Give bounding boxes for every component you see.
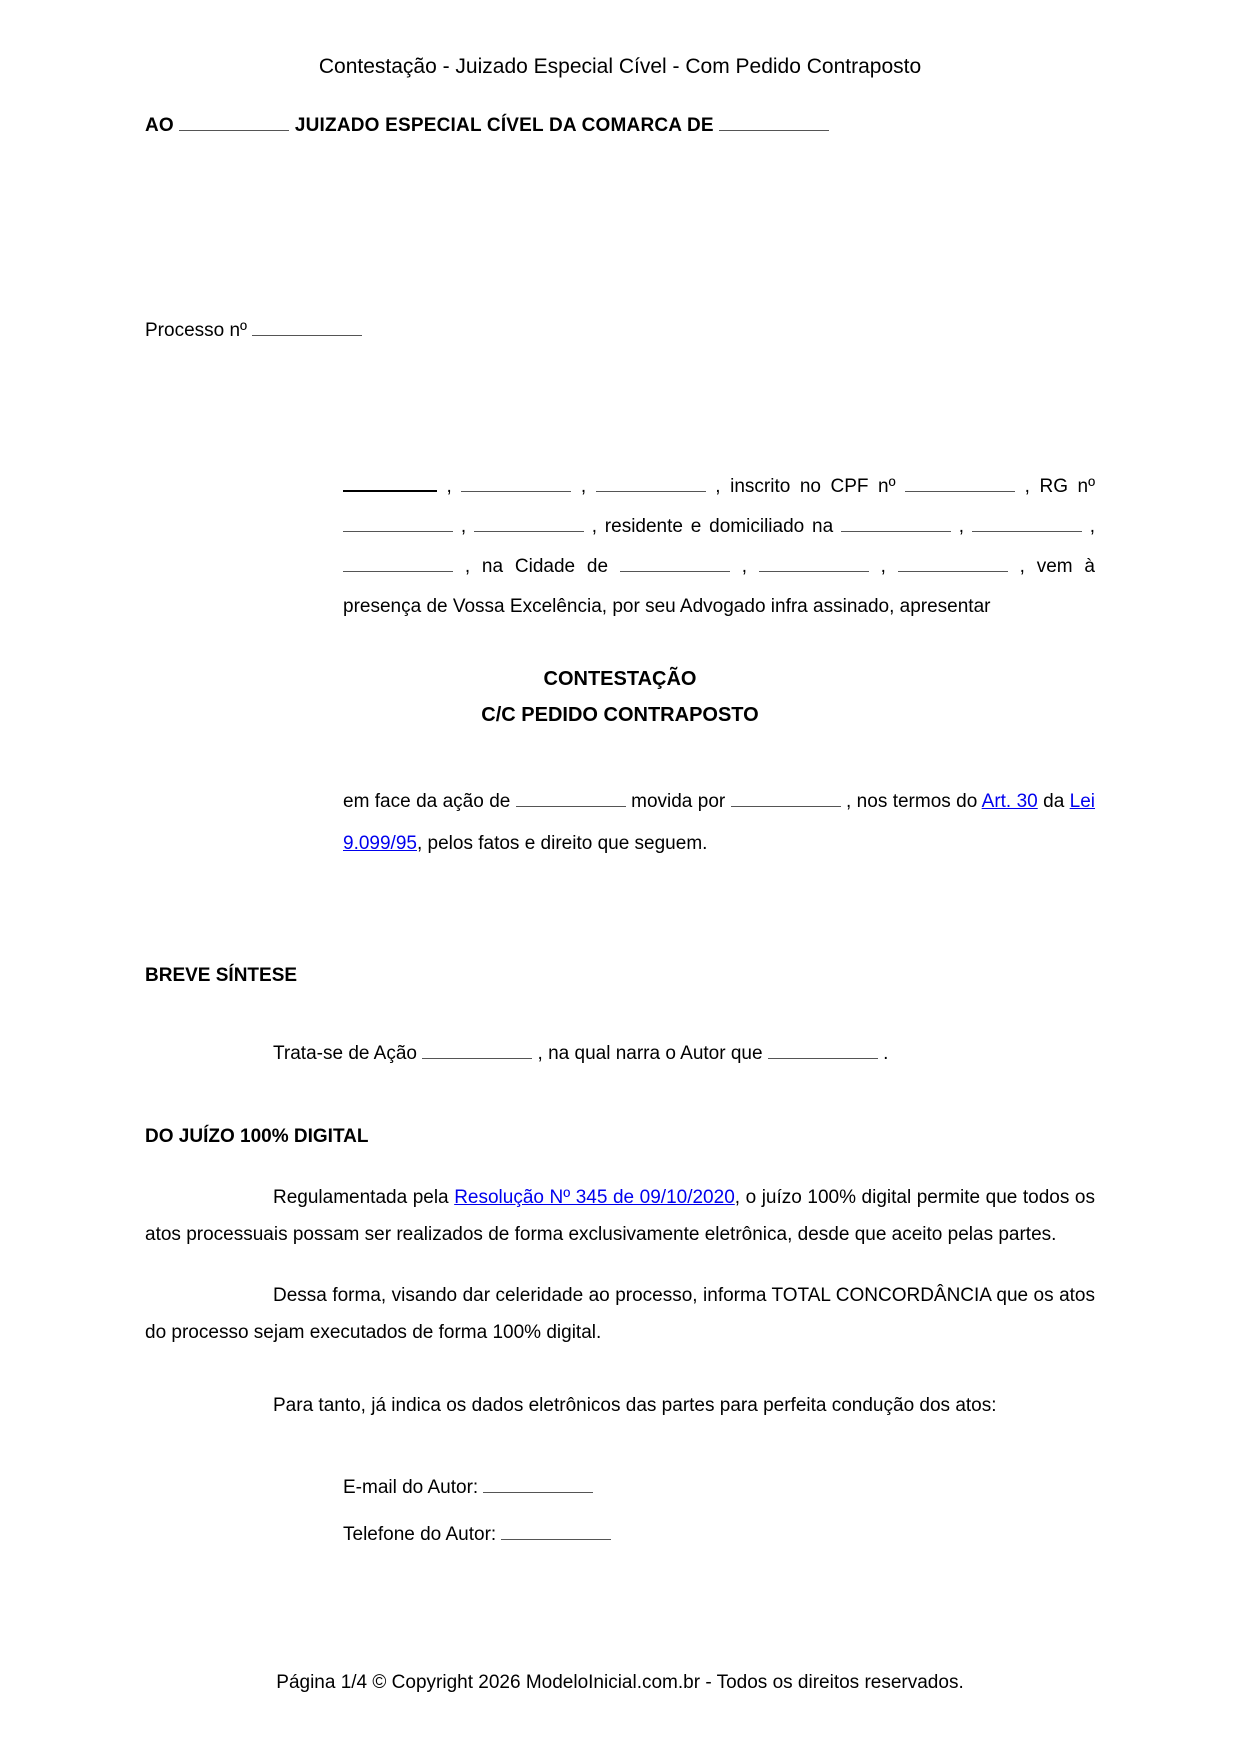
main-heading (145, 661, 1095, 733)
document-title: Contestação - Juizado Especial Cível - Com Pedido Contraposto (318, 55, 922, 78)
regulamentada-paragraph (145, 1179, 1095, 1253)
blank-field (343, 518, 453, 532)
text-run: Processo nº (145, 320, 253, 341)
text-run: Trata-se de Ação (273, 1043, 423, 1064)
blank-field (731, 793, 841, 807)
blank-field (501, 1526, 611, 1540)
text-run: , inscrito no CPF nº (705, 476, 906, 497)
text-run: AO (145, 115, 180, 136)
blank-field (620, 558, 730, 572)
breve-sintese-heading: BREVE SÍNTESE (145, 965, 298, 986)
text-run: , vem à presença de Vossa Excelência, por seu Advogado infra assinado, apresentar (343, 556, 1096, 617)
page-footer: Página 1/4 © Copyright 2026 ModeloInicial.com.br - Todos os direitos reservados. (276, 1672, 964, 1693)
blank-field (719, 117, 829, 131)
addressee-line (145, 112, 1095, 139)
text-run: JUIZADO ESPECIAL CÍVEL DA COMARCA DE (289, 115, 720, 136)
law-reference-link[interactable]: Art. 30 (981, 791, 1038, 812)
text-run: , (729, 556, 759, 577)
para-tanto-paragraph (145, 1387, 1095, 1424)
juizo-digital-heading: DO JUÍZO 100% DIGITAL (145, 1126, 369, 1147)
blank-field (461, 478, 571, 492)
blank-field (841, 518, 951, 532)
author-email-line (343, 1470, 1095, 1505)
blank-field (759, 558, 869, 572)
blank-field (596, 478, 706, 492)
blank-field (474, 518, 584, 532)
text-run: da (1037, 791, 1070, 812)
text-run: movida por (625, 791, 731, 812)
text-run: , (868, 556, 898, 577)
blank-field (898, 558, 1008, 572)
text-run: . (877, 1043, 889, 1064)
text-run: , residente e domiciliado na (583, 516, 841, 537)
document-content (145, 112, 1095, 1552)
law-reference-link[interactable]: Resolução Nº 345 de 09/10/2020 (454, 1187, 735, 1208)
text-run: , (437, 476, 462, 497)
emface-paragraph (343, 781, 1095, 865)
text-run: , (1081, 516, 1095, 537)
process-number-line (145, 317, 1095, 344)
text-run: em face da ação de (343, 791, 516, 812)
blank-field (516, 793, 626, 807)
text-run: , nos termos do (840, 791, 982, 812)
text-run: Regulamentada pela (273, 1187, 455, 1208)
text-run: , o juízo 100% digital permite que todos os atos processuais possam ser realizados de forma exclusivamente eletrônica, desde que aceito pelas partes. (145, 1187, 1095, 1245)
blank-field (343, 477, 437, 492)
blank-field (483, 1479, 593, 1493)
blank-field (768, 1045, 878, 1059)
text-run: Telefone do Autor: (343, 1524, 502, 1545)
text-run: , (571, 476, 596, 497)
blank-field (179, 117, 289, 131)
author-telephone-line (343, 1517, 1095, 1552)
text-run: Para tanto, já indica os dados eletrônicos das partes para perfeita condução dos atos: (273, 1395, 997, 1416)
party-qualification-paragraph (343, 467, 1095, 627)
text-run: , pelos fatos e direito que seguem. (416, 833, 708, 854)
blank-field (972, 518, 1082, 532)
law-reference-link[interactable]: Lei 9.099/95 (343, 791, 1096, 854)
blank-field (252, 322, 362, 336)
blank-field (343, 558, 453, 572)
tratase-paragraph (273, 1029, 1095, 1079)
text-run: E-mail do Autor: (343, 1477, 484, 1498)
text-run: , na qual narra o Autor que (532, 1043, 768, 1064)
blank-field (905, 478, 1015, 492)
text-run: , na Cidade de (453, 556, 620, 577)
text-run: , (453, 516, 474, 537)
dessa-forma-paragraph (145, 1277, 1095, 1351)
main-heading-line1: CONTESTAÇÃO (543, 668, 697, 690)
text-run: , (950, 516, 972, 537)
text-run: , RG nº (1015, 476, 1096, 497)
blank-field (422, 1045, 532, 1059)
main-heading-line2: C/C PEDIDO CONTRAPOSTO (481, 704, 759, 726)
text-run: Dessa forma, visando dar celeridade ao processo, informa TOTAL CONCORDÂNCIA que os atos do processo sejam executados de forma 100% digital. (145, 1285, 1095, 1343)
